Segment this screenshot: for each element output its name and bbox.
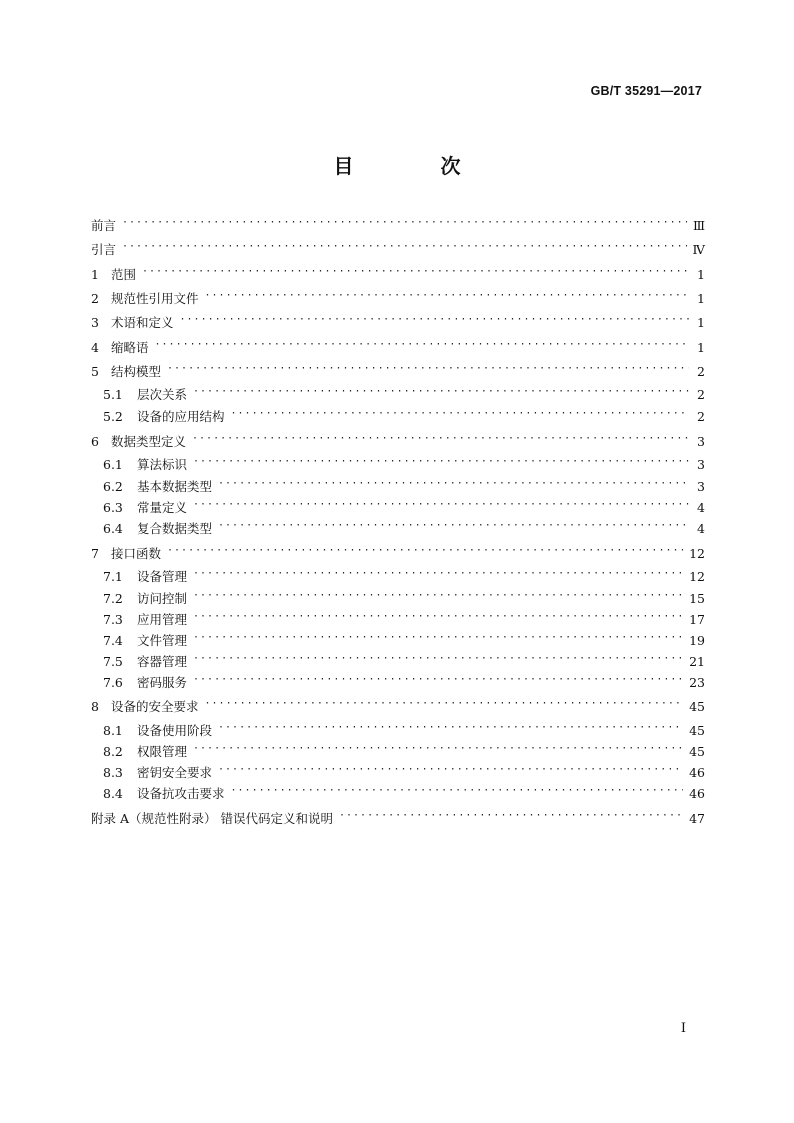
toc-entry-number: 8.3 [103,764,123,780]
dot-leader [180,312,689,332]
toc-entry-label: 缩略语 [111,340,149,355]
toc-entry-label: 算法标识 [137,457,188,472]
toc-entry-page: Ⅳ [692,241,705,257]
toc-entry-number: 7.3 [103,611,123,627]
dot-leader [231,783,684,803]
toc-entry-page: 45 [689,722,705,738]
standard-code: GB/T 35291—2017 [590,84,702,98]
toc-entry-label: 引言 [91,242,117,257]
toc-entry-label: 规范性引用文件 [111,291,199,306]
toc-entry[interactable] [91,762,705,782]
toc-entry[interactable] [91,454,705,474]
toc-entry-page: 1 [697,314,705,330]
toc-entry-page: 23 [689,674,705,690]
dot-leader [193,454,689,474]
toc-entry[interactable] [91,264,705,284]
toc-entry[interactable] [91,384,705,404]
toc-entry-page: 45 [689,743,705,759]
toc-entry[interactable] [91,215,705,235]
toc-entry-label: 设备的安全要求 [111,699,199,714]
dot-leader [155,337,689,357]
toc-entry-page: Ⅲ [692,217,705,233]
toc-entry-number: 2 [91,290,99,306]
toc-entry[interactable] [91,566,705,586]
toc-entry-number: 8.1 [103,722,123,738]
toc-entry-label: 设备的应用结构 [137,409,225,424]
toc-entry-page: 46 [689,764,705,780]
dot-leader [218,762,683,782]
dot-leader [193,630,683,650]
toc-entry-label: 密钥安全要求 [137,765,213,780]
dot-leader [339,808,683,828]
toc-entry-label: 设备管理 [137,569,188,584]
dot-leader [193,741,683,761]
toc-entry-label: 术语和定义 [111,315,174,330]
toc-entry-number: 5.2 [103,408,123,424]
dot-leader [218,518,689,538]
toc-entry-page: 3 [697,456,705,472]
toc-entry[interactable] [91,651,705,671]
dot-leader [167,361,689,381]
dot-leader [193,497,689,517]
toc-entry-label: 密码服务 [137,675,188,690]
dot-leader [142,264,689,284]
toc-entry-number: 5 [91,363,99,379]
toc-entry-label: 附录 A（规范性附录） 错误代码定义和说明 [91,811,333,826]
toc-entry-number: 4 [91,339,99,355]
toc-entry-number: 8 [91,698,99,714]
toc-entry[interactable] [91,406,705,426]
toc-entry-label: 前言 [91,218,117,233]
dot-leader [192,431,689,451]
toc-entry-page: 19 [689,632,705,648]
toc-entry[interactable] [91,497,705,517]
toc-entry[interactable] [91,720,705,740]
toc-entry-page: 1 [697,290,705,306]
dot-leader [205,288,689,308]
toc-entry-page: 12 [689,568,705,584]
dot-leader [167,543,683,563]
toc-entry-number: 8.2 [103,743,123,759]
dot-leader [193,672,683,692]
toc-entry-number: 6.2 [103,478,123,494]
dot-leader [193,609,683,629]
toc-entry-page: 1 [697,266,705,282]
toc-entry-number: 1 [91,266,99,282]
toc-entry-number: 6.3 [103,499,123,515]
toc-entry-page: 2 [697,408,705,424]
toc-entry-page: 2 [697,386,705,402]
toc-entry-label: 结构模型 [111,364,162,379]
toc-entry-page: 4 [697,499,705,515]
toc-entry-number: 5.1 [103,386,123,402]
toc-entry-number: 7.1 [103,568,123,584]
toc-entry-page: 45 [689,698,705,714]
toc-entry-number: 7.4 [103,632,123,648]
dot-leader [193,651,683,671]
toc-entry-page: 12 [689,545,705,561]
toc-entry-number: 6.4 [103,520,123,536]
toc-entry[interactable] [91,361,705,381]
dot-leader [205,696,684,716]
dot-leader [193,384,689,404]
dot-leader [193,566,683,586]
toc-entry-page: 21 [689,653,705,669]
toc-entry-number: 7.6 [103,674,123,690]
toc-entry-number: 7 [91,545,99,561]
toc-entry-label: 常量定义 [137,500,188,515]
toc-entry[interactable] [91,431,705,451]
toc-entry-label: 层次关系 [137,387,188,402]
toc-entry[interactable] [91,588,705,608]
toc-entry[interactable] [91,476,705,496]
dot-leader [218,476,689,496]
toc-entry-page: 46 [689,785,705,801]
toc-entry-label: 访问控制 [137,591,188,606]
toc-entry-label: 容器管理 [137,654,188,669]
toc-entry-page: 3 [697,478,705,494]
toc-entry-number: 7.2 [103,590,123,606]
toc-entry-label: 复合数据类型 [137,521,213,536]
toc-entry-number: 6.1 [103,456,123,472]
toc-entry[interactable] [91,672,705,692]
toc-entry-page: 4 [697,520,705,536]
toc-entry-label: 接口函数 [111,546,162,561]
toc-entry-number: 3 [91,314,99,330]
toc-entry-label: 应用管理 [137,612,188,627]
toc-entry[interactable] [91,337,705,357]
toc-entry[interactable] [91,609,705,629]
toc-entry[interactable] [91,518,705,538]
toc-entry[interactable] [91,741,705,761]
dot-leader [193,588,683,608]
toc-entry[interactable] [91,696,705,716]
toc-entry-label: 设备抗攻击要求 [137,786,225,801]
dot-leader [218,720,683,740]
toc-entry-label: 范围 [111,267,137,282]
dot-leader [231,406,689,426]
toc-entry[interactable] [91,239,705,259]
page-title: 目 次 [333,154,501,178]
toc-entry-page: 1 [697,339,705,355]
toc-entry-page: 17 [689,611,705,627]
toc-entry-number: 8.4 [103,785,123,801]
toc-entry[interactable] [91,312,705,332]
toc-entry-number: 7.5 [103,653,123,669]
toc-entry-number: 6 [91,433,99,449]
page-number: Ⅰ [680,1021,686,1036]
toc-entry-page: 15 [689,590,705,606]
toc-entry-label: 权限管理 [137,744,188,759]
toc-entry-label: 数据类型定义 [111,434,187,449]
toc-entry-page: 3 [697,433,705,449]
toc-entry[interactable] [91,288,705,308]
toc-entry[interactable] [91,630,705,650]
dot-leader [122,215,687,235]
toc-entry-page: 2 [697,363,705,379]
toc-entry[interactable] [91,808,705,828]
toc-entry-label: 设备使用阶段 [137,723,213,738]
toc-entry-label: 文件管理 [137,633,188,648]
toc-entry-label: 基本数据类型 [137,479,213,494]
toc-entry-page: 47 [689,810,705,826]
dot-leader [122,239,686,259]
toc-entry[interactable] [91,783,705,803]
toc-entry[interactable] [91,543,705,563]
